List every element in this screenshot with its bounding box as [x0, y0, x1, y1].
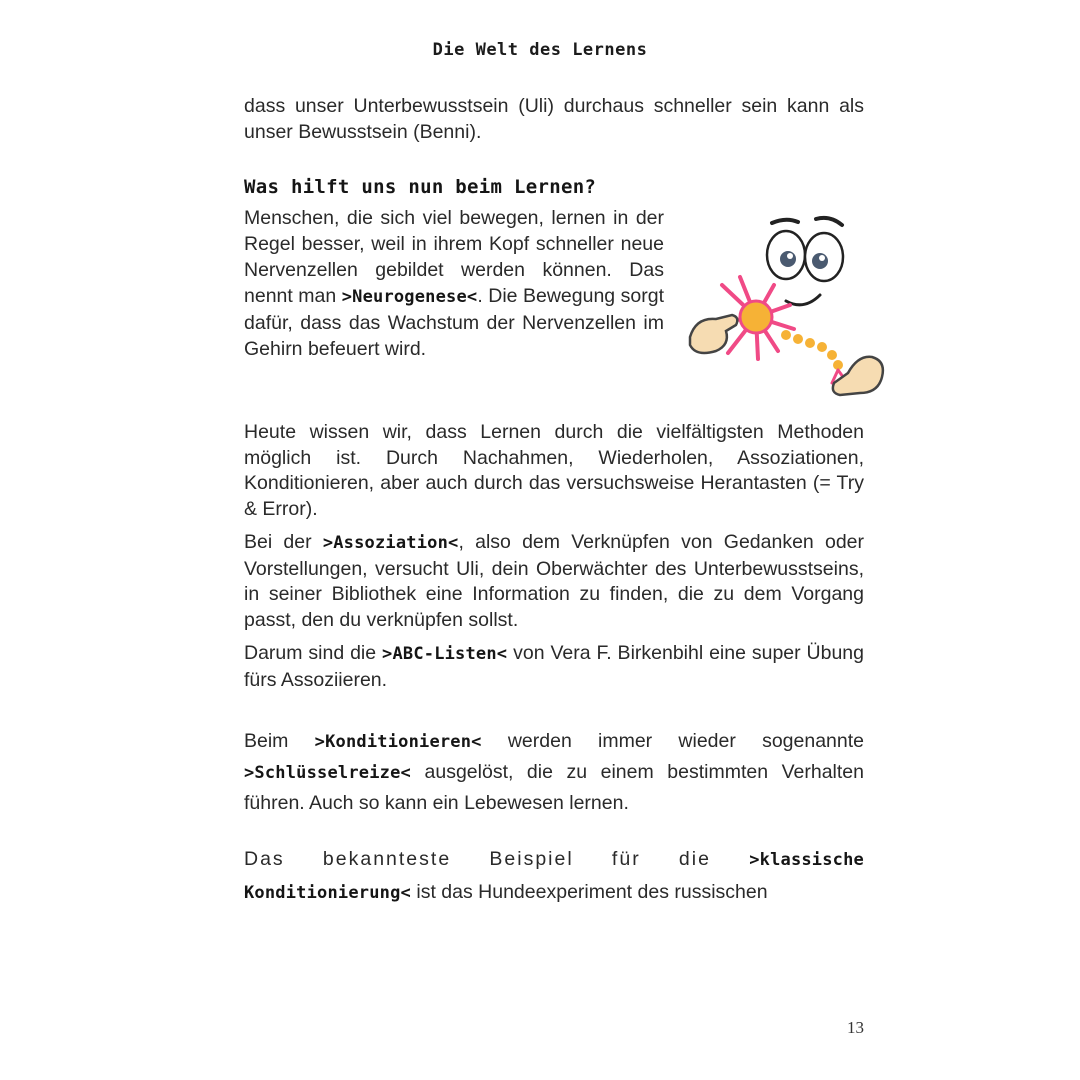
running-head: Die Welt des Lernens: [432, 40, 648, 60]
klassische-konditionierung-paragraph: [244, 843, 864, 909]
keyword-klassische-konditionierung: >klassische Konditionierung<: [244, 850, 864, 903]
konditionieren-paragraph: [244, 726, 864, 818]
methods-paragraph: Heute wissen wir, dass Lernen durch die vielfältigsten Methoden möglich ist. Durch Nachahmen, Wiederholen, Assoziationen, Konditionieren, aber auch durch das versuchsweise Herantasten (= Try & Error).: [244, 421, 864, 520]
left-eyebrow-icon: [772, 220, 798, 223]
konditionieren-text-a: Beim: [244, 730, 315, 752]
page-number: 13: [847, 1018, 864, 1037]
keyword-neurogenese: >Neurogenese<: [341, 287, 478, 307]
abc-text-a: Darum sind die: [244, 642, 383, 664]
neurogenese-text-a: Menschen, die sich viel bewegen, lernen in der Regel besser, weil in ihrem Kopf schneller neue Nervenzellen gebildet werden können. Das nennt man: [244, 207, 664, 307]
assoziation-text-a: Bei der: [244, 531, 323, 553]
section-heading: Was hilft uns nun beim Lernen?: [244, 176, 597, 198]
right-eyebrow-icon: [816, 218, 842, 225]
intro-paragraph: dass unser Unterbewusstsein (Uli) durchaus schneller sein kann als unser Bewusstsein (Benni).: [244, 95, 864, 143]
axon-chain-icon: [781, 330, 846, 383]
keyword-konditionieren: >Konditionieren<: [314, 732, 482, 752]
neurogenese-text-b: . Die Bewegung sorgt dafür, dass das Wachstum der Nervenzellen im Gehirn befeuert wird.: [244, 285, 664, 360]
klassisch-text-b: ist das Hundeexperiment des russischen: [410, 881, 768, 903]
neurogenese-paragraph: [244, 205, 664, 362]
keyword-assoziation: >Assoziation<: [322, 533, 459, 553]
klassisch-text-a: Das bekannteste Beispiel für die: [244, 848, 750, 870]
abc-listen-paragraph: [244, 641, 864, 693]
assoziation-paragraph: [244, 530, 864, 633]
konditionieren-text-c: ausgelöst, die zu einem bestimmten Verhalten führen. Auch so kann ein Lebewesen lernen.: [244, 761, 864, 814]
keyword-abc-listen: >ABC-Listen<: [382, 644, 508, 664]
konditionieren-text-b: werden immer wieder sogenannte: [481, 730, 864, 752]
keyword-schluesselreize: >Schlüsselreize<: [244, 763, 411, 783]
abc-text-b: von Vera F. Birkenbihl eine super Übung fürs Assoziieren.: [244, 642, 864, 691]
neuron-mascot-illustration: [682, 205, 892, 405]
assoziation-text-b: , also dem Verknüpfen von Gedanken oder Vorstellungen, versucht Uli, dein Oberwächter des Unterbewusstseins, in seiner Bibliothek eine Information zu finden, die zu dem Vorgang passt, den du verknüpfen sollst.: [244, 531, 865, 631]
